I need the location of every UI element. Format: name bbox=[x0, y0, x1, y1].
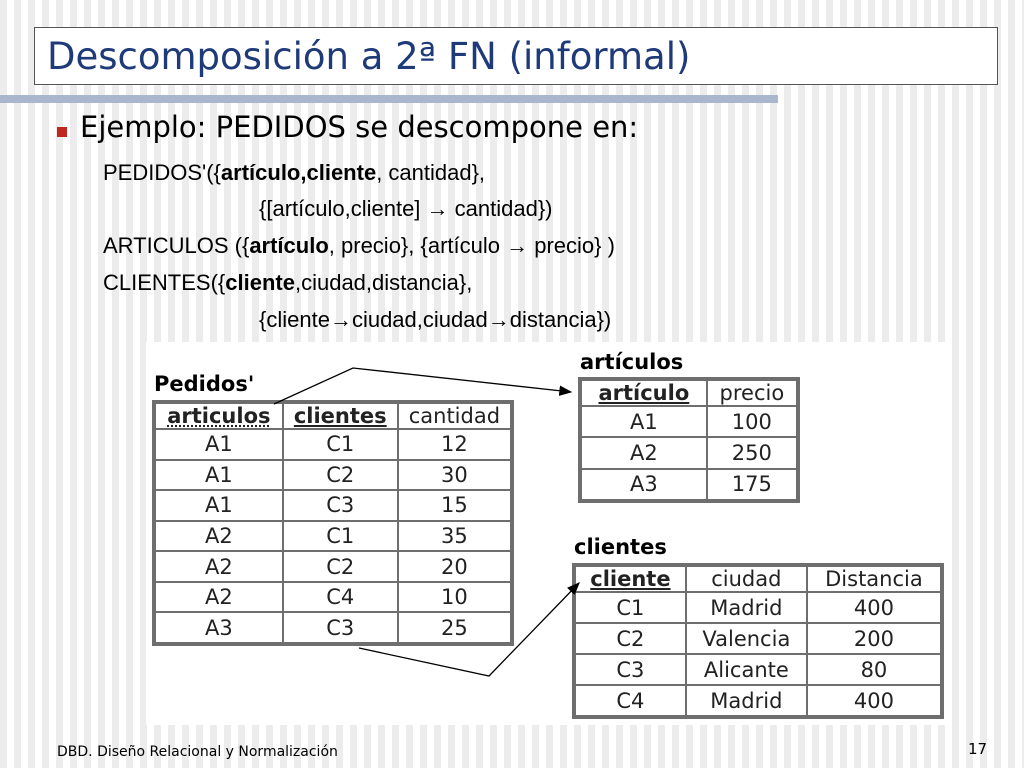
decomposition-figure bbox=[146, 342, 950, 725]
pedidos-cell: 35 bbox=[398, 521, 511, 552]
pedidos-cell: C4 bbox=[283, 582, 398, 613]
title-underline-bar bbox=[0, 95, 778, 103]
pedidos-cell: A1 bbox=[155, 490, 283, 521]
articulos-caption: artículos bbox=[580, 350, 684, 374]
articulos-cell: A3 bbox=[581, 469, 707, 500]
pedidos-cell: 15 bbox=[398, 490, 511, 521]
pedidos-cell: C2 bbox=[283, 551, 398, 582]
articulos-cell: A1 bbox=[581, 406, 707, 437]
articulos-cell: 100 bbox=[707, 406, 797, 437]
clientes-header-ciudad: ciudad bbox=[686, 566, 807, 592]
articulos-cell: A2 bbox=[581, 437, 707, 468]
pedidos-cell: 25 bbox=[398, 612, 511, 643]
articulos-header-articulo: artículo bbox=[581, 380, 707, 406]
bullet-square-icon bbox=[57, 127, 67, 137]
pedidos-cell: 12 bbox=[398, 429, 511, 460]
text-line-2: {[artículo,cliente] → cantidad}) bbox=[259, 196, 553, 221]
clientes-cell: Alicante bbox=[686, 654, 807, 685]
clientes-cell: 400 bbox=[807, 592, 941, 623]
pedidos-cell: A2 bbox=[155, 582, 283, 613]
slide-title: Descomposición a 2ª FN (informal) bbox=[47, 35, 691, 78]
pedidos-cell: C3 bbox=[283, 612, 398, 643]
clientes-cell: Valencia bbox=[686, 623, 807, 654]
arrow-icon: → bbox=[426, 196, 449, 221]
arrow-icon: → bbox=[329, 307, 352, 332]
footer-text: DBD. Diseño Relacional y Normalización bbox=[57, 744, 338, 760]
arrow-icon: → bbox=[487, 307, 510, 332]
clientes-cell: C2 bbox=[575, 623, 686, 654]
articulos-cell: 250 bbox=[707, 437, 797, 468]
clientes-header-distancia: Distancia bbox=[807, 566, 941, 592]
pedidos-cell: A3 bbox=[155, 612, 283, 643]
text-line-1: PEDIDOS'({artículo,cliente, cantidad}, bbox=[103, 160, 486, 185]
pedidos-cell: C1 bbox=[283, 521, 398, 552]
pedidos-cell: C2 bbox=[283, 460, 398, 491]
clientes-cell: C3 bbox=[575, 654, 686, 685]
arrow-to-clientes bbox=[359, 583, 579, 676]
bullet-text: Ejemplo: PEDIDOS se descompone en: bbox=[80, 110, 639, 144]
clientes-cell: C4 bbox=[575, 685, 686, 716]
pedidos-cell: A2 bbox=[155, 521, 283, 552]
pedidos-cell: A1 bbox=[155, 429, 283, 460]
clientes-cell: C1 bbox=[575, 592, 686, 623]
pedidos-cell: A1 bbox=[155, 460, 283, 491]
clientes-cell: Madrid bbox=[686, 592, 807, 623]
clientes-cell: 80 bbox=[807, 654, 941, 685]
pedidos-cell: A2 bbox=[155, 551, 283, 582]
clientes-cell: Madrid bbox=[686, 685, 807, 716]
pedidos-caption: Pedidos' bbox=[154, 372, 255, 396]
arrow-to-articulos bbox=[274, 368, 571, 404]
clientes-cell: 200 bbox=[807, 623, 941, 654]
pedidos-header-clientes: clientes bbox=[283, 403, 398, 429]
pedidos-cell: 10 bbox=[398, 582, 511, 613]
page-number: 17 bbox=[968, 740, 988, 758]
pedidos-cell: C1 bbox=[283, 429, 398, 460]
pedidos-cell: 20 bbox=[398, 551, 511, 582]
clientes-caption: clientes bbox=[574, 535, 667, 559]
arrow-icon: → bbox=[506, 233, 529, 258]
pedidos-header-articulos: articulos bbox=[155, 403, 283, 429]
clientes-header-cliente: cliente bbox=[575, 566, 686, 592]
pedidos-cell: 30 bbox=[398, 460, 511, 491]
connector-arrows bbox=[146, 342, 950, 725]
articulos-header-precio: precio bbox=[707, 380, 797, 406]
text-line-3: ARTICULOS ({artículo, precio}, {artículo → precio} ) bbox=[103, 233, 615, 258]
text-line-4: CLIENTES({cliente,ciudad,distancia}, bbox=[103, 270, 473, 295]
articulos-cell: 175 bbox=[707, 469, 797, 500]
title-box bbox=[34, 27, 998, 85]
pedidos-header-cantidad: cantidad bbox=[398, 403, 511, 429]
clientes-cell: 400 bbox=[807, 685, 941, 716]
pedidos-cell: C3 bbox=[283, 490, 398, 521]
text-line-5: {cliente→ciudad,ciudad→distancia}) bbox=[259, 307, 612, 332]
